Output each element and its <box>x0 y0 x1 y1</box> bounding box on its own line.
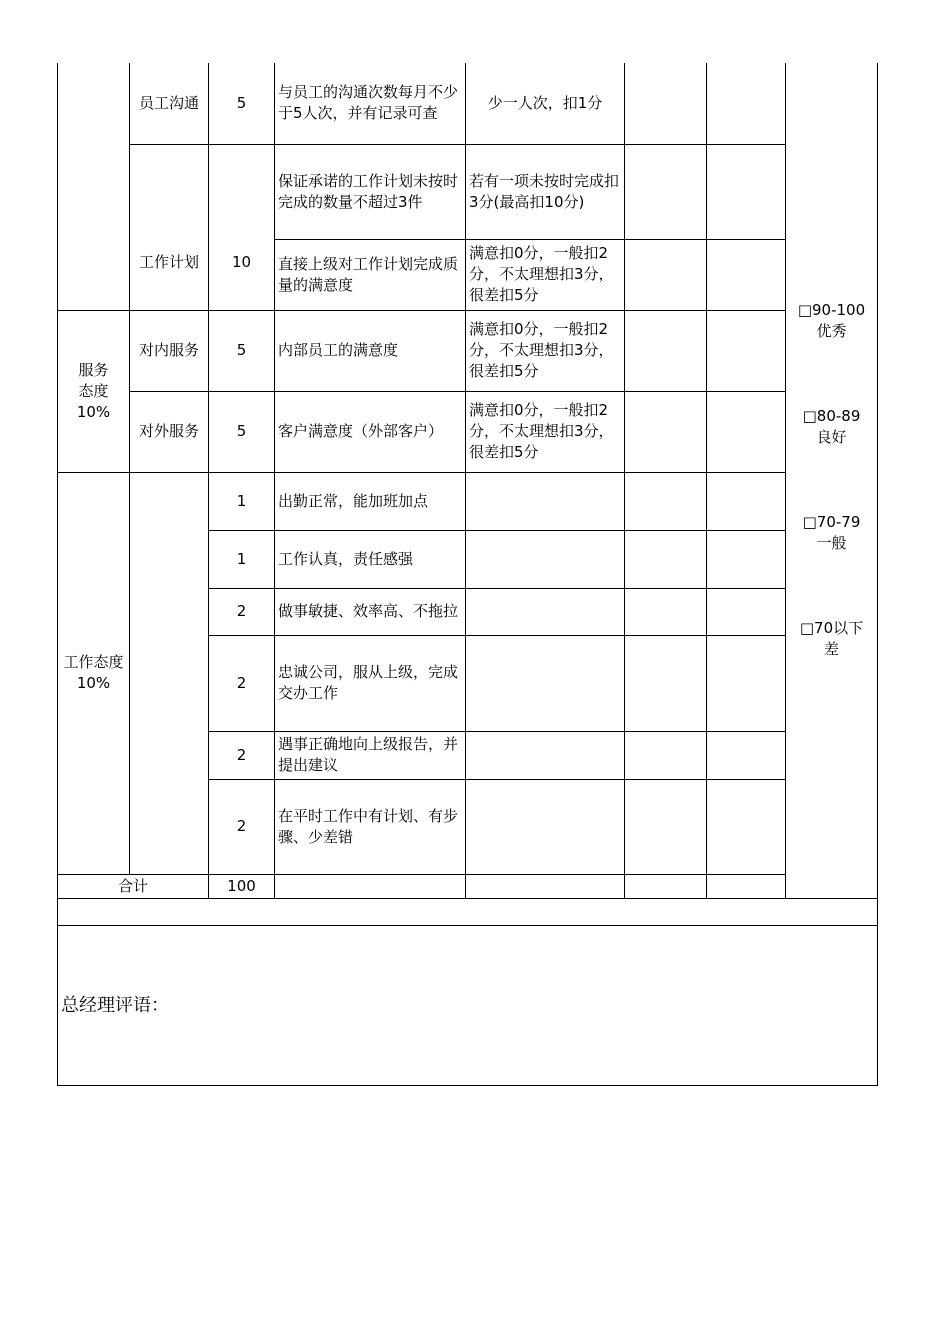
item-name: 对内服务 <box>130 310 209 391</box>
item-standard: 忠诚公司，服从上级，完成交办工作 <box>275 635 466 731</box>
manager-score-cell[interactable] <box>707 530 786 588</box>
total-manager-score[interactable] <box>707 874 786 898</box>
category-work-attitude: 工作态度 10% <box>58 472 130 874</box>
total-self-score[interactable] <box>625 874 707 898</box>
item-standard: 遇事正确地向上级报告，并提出建议 <box>275 731 466 779</box>
grade-scale <box>786 63 878 898</box>
item-standard: 在平时工作中有计划、有步骤、少差错 <box>275 779 466 874</box>
item-rule: 少一人次，扣1分 <box>466 63 625 144</box>
item-rule <box>466 779 625 874</box>
self-score-cell[interactable] <box>625 779 707 874</box>
grade-average[interactable]: □70-79 一般 <box>802 513 861 553</box>
item-standard: 工作认真，责任感强 <box>275 530 466 588</box>
item-score: 2 <box>209 588 275 635</box>
self-score-cell[interactable] <box>625 530 707 588</box>
item-name-blank <box>130 472 209 874</box>
item-rule: 满意扣0分，一般扣2分，不太理想扣3分，很差扣5分 <box>466 239 625 310</box>
total-rule-cell <box>466 874 625 898</box>
item-rule: 满意扣0分，一般扣2分，不太理想扣3分，很差扣5分 <box>466 310 625 391</box>
item-standard: 内部员工的满意度 <box>275 310 466 391</box>
item-score: 10 <box>209 144 275 310</box>
item-standard: 保证承诺的工作计划未按时完成的数量不超过3件 <box>275 144 466 239</box>
grade-excellent[interactable]: □90-100 优秀 <box>797 301 866 341</box>
item-rule <box>466 472 625 530</box>
item-standard: 做事敏捷、效率高、不拖拉 <box>275 588 466 635</box>
item-rule <box>466 530 625 588</box>
item-rule <box>466 731 625 779</box>
self-score-cell[interactable] <box>625 239 707 310</box>
manager-score-cell[interactable] <box>707 635 786 731</box>
manager-score-cell[interactable] <box>707 63 786 144</box>
gm-comment-box[interactable] <box>58 925 878 1085</box>
manager-score-cell[interactable] <box>707 588 786 635</box>
item-standard: 客户满意度（外部客户） <box>275 391 466 472</box>
item-name: 工作计划 <box>130 144 209 310</box>
manager-score-cell[interactable] <box>707 310 786 391</box>
item-name: 对外服务 <box>130 391 209 472</box>
self-score-cell[interactable] <box>625 635 707 731</box>
item-standard: 与员工的沟通次数每月不少于5人次，并有记录可查 <box>275 63 466 144</box>
self-score-cell[interactable] <box>625 731 707 779</box>
item-rule <box>466 588 625 635</box>
item-score: 1 <box>209 530 275 588</box>
manager-score-cell[interactable] <box>707 731 786 779</box>
self-score-cell[interactable] <box>625 144 707 239</box>
self-score-cell[interactable] <box>625 472 707 530</box>
item-standard: 直接上级对工作计划完成质量的满意度 <box>275 239 466 310</box>
self-score-cell[interactable] <box>625 310 707 391</box>
item-score: 5 <box>209 310 275 391</box>
item-rule: 若有一项未按时完成扣3分(最高扣10分) <box>466 144 625 239</box>
total-standard-cell <box>275 874 466 898</box>
item-name: 员工沟通 <box>130 63 209 144</box>
item-standard: 出勤正常，能加班加点 <box>275 472 466 530</box>
manager-score-cell[interactable] <box>707 472 786 530</box>
item-score: 1 <box>209 472 275 530</box>
item-score: 5 <box>209 63 275 144</box>
manager-score-cell[interactable] <box>707 239 786 310</box>
manager-score-cell[interactable] <box>707 144 786 239</box>
total-score: 100 <box>209 874 275 898</box>
self-score-cell[interactable] <box>625 63 707 144</box>
appraisal-table <box>57 63 878 1086</box>
grade-poor[interactable]: □70以下 差 <box>799 619 864 659</box>
item-score: 2 <box>209 635 275 731</box>
manager-score-cell[interactable] <box>707 391 786 472</box>
self-score-cell[interactable] <box>625 588 707 635</box>
item-score: 2 <box>209 731 275 779</box>
item-score: 5 <box>209 391 275 472</box>
item-score: 2 <box>209 779 275 874</box>
blank-row <box>58 898 878 925</box>
item-rule <box>466 635 625 731</box>
total-label: 合计 <box>58 874 209 898</box>
item-rule: 满意扣0分，一般扣2分，不太理想扣3分，很差扣5分 <box>466 391 625 472</box>
gm-comment-label: 总经理评语： <box>61 994 169 1016</box>
grade-good[interactable]: □80-89 良好 <box>802 407 861 447</box>
self-score-cell[interactable] <box>625 391 707 472</box>
manager-score-cell[interactable] <box>707 779 786 874</box>
category-cell-blank <box>58 63 130 310</box>
category-service-attitude: 服务 态度 10% <box>58 310 130 472</box>
